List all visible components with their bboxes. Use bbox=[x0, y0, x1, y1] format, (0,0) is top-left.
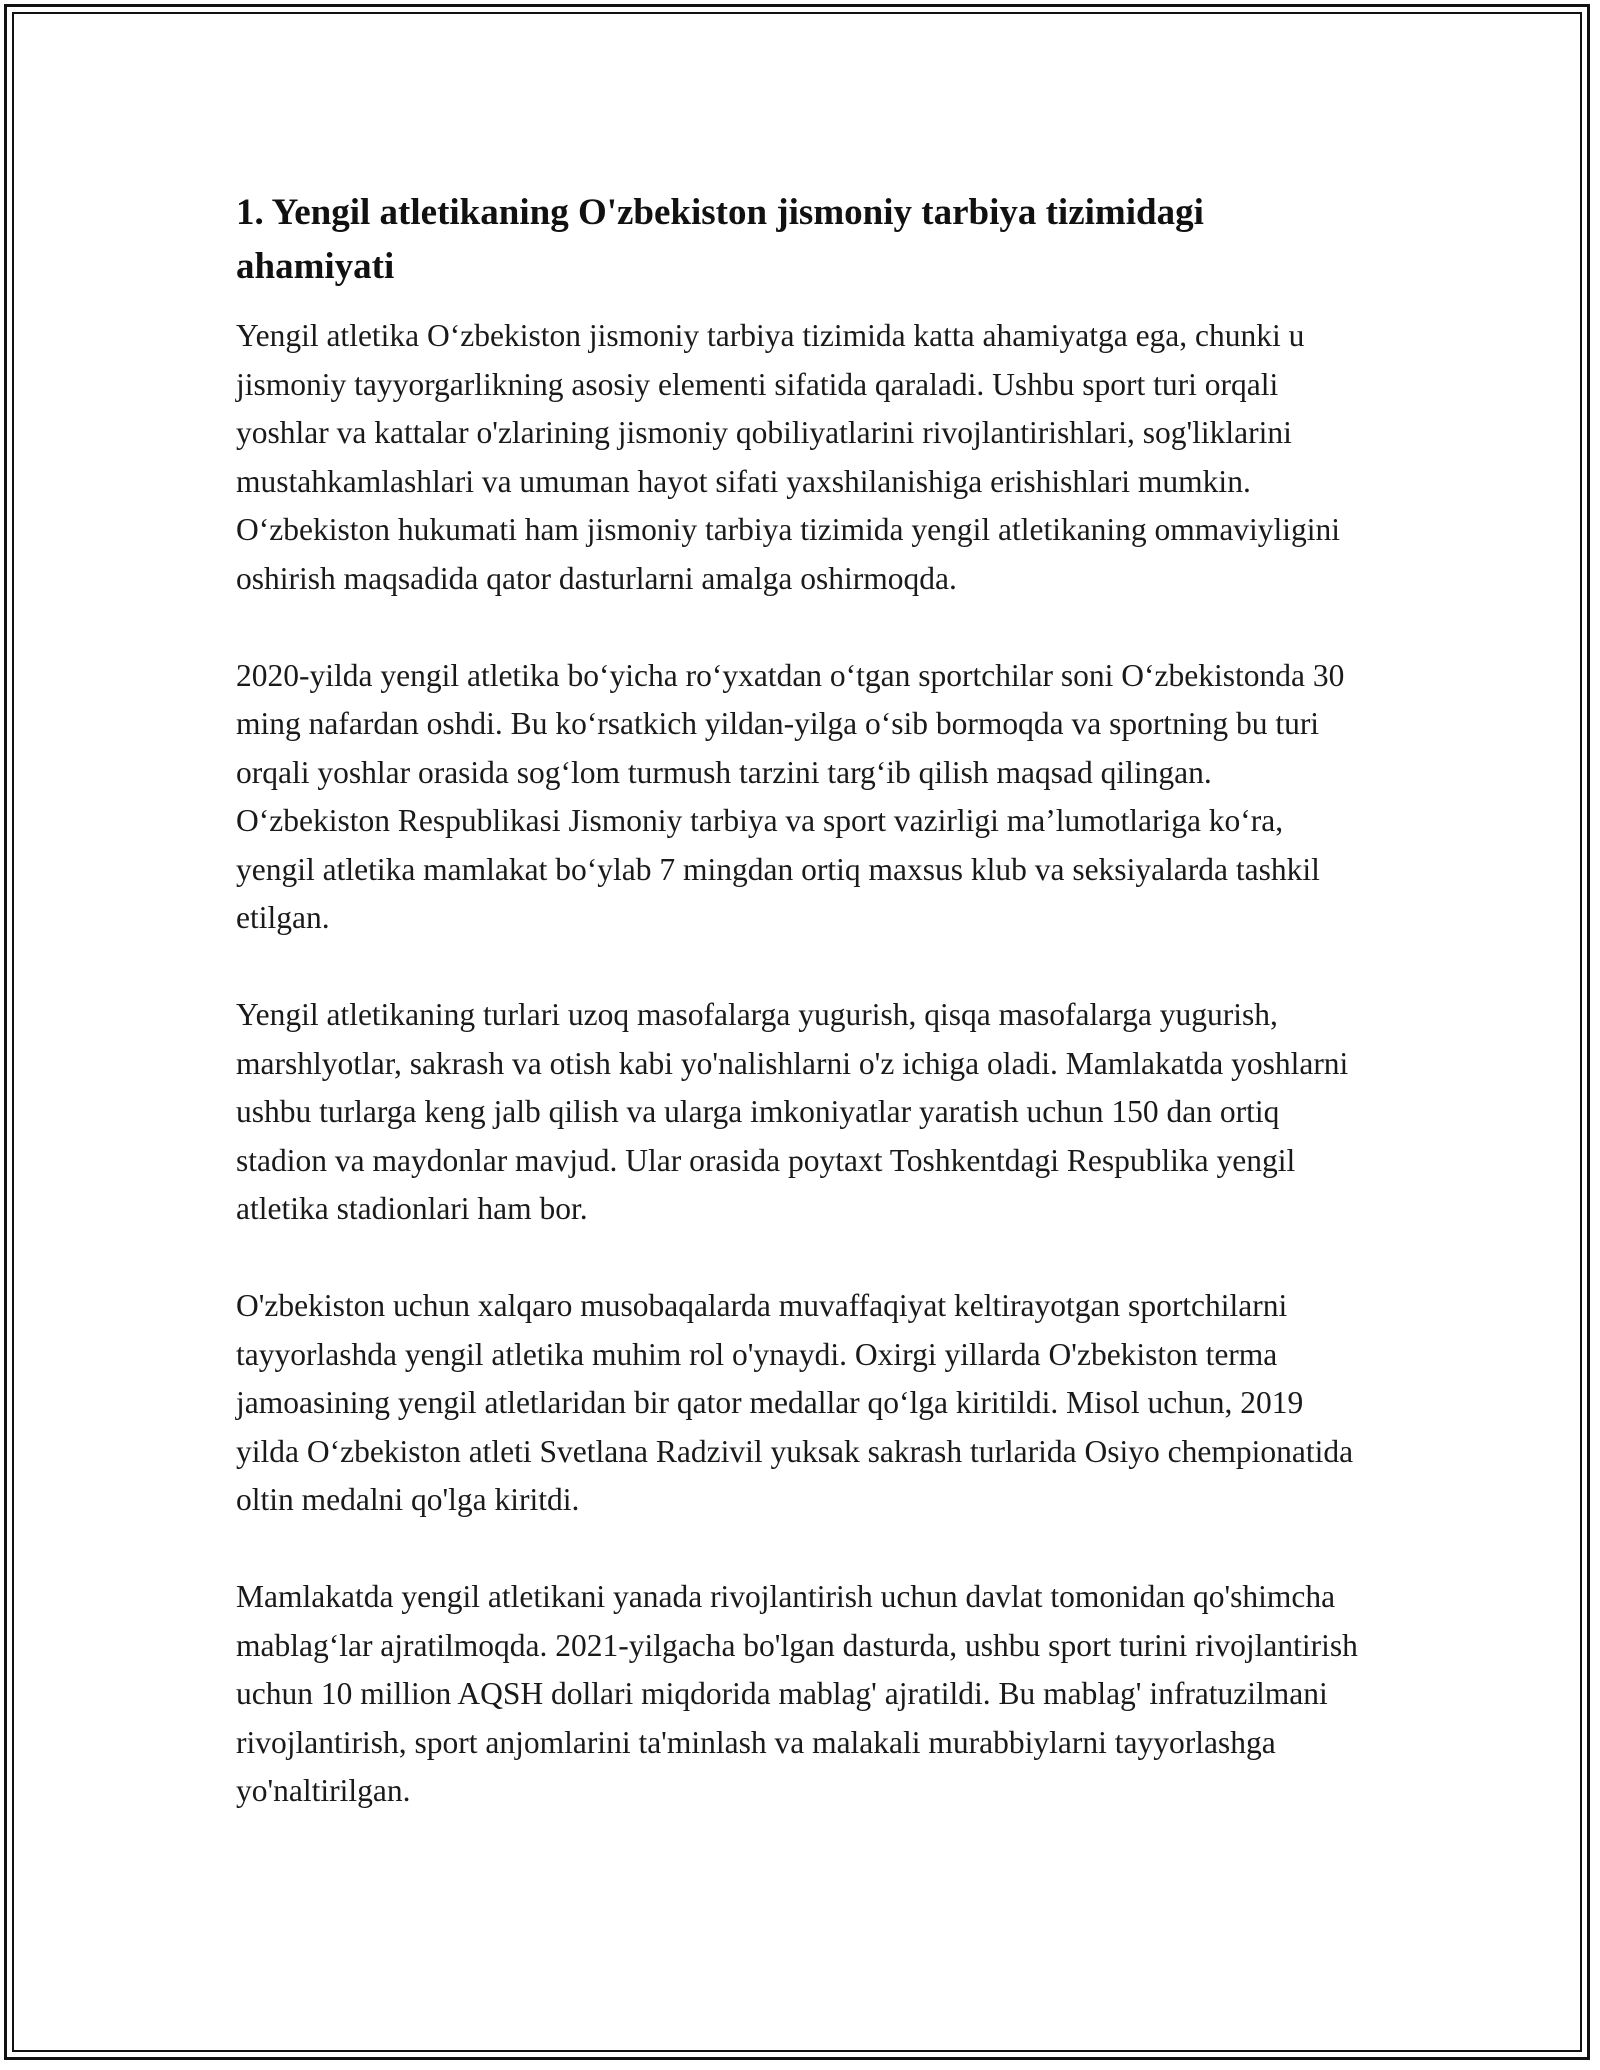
paragraph-2: 2020-yilda yengil atletika bo‘yicha ro‘yxatdan o‘tgan sportchilar soni O‘zbekistonda 30 ming nafardan oshdi. Bu ko‘rsatkich yildan-yilga o‘sib bormoqda va sportning bu turi orqali yoshlar orasida sog‘lom turmush tarzini targ‘ib qilish maqsad qilingan. O‘zbekiston Respublikasi Jismoniy tarbiya va sport vazirligi ma’lumotlariga ko‘ra, yengil atletika mamlakat bo‘ylab 7 mingdan ortiq maxsus klub va seksiyalarda tashkil etilgan. bbox=[236, 657, 1345, 935]
section-heading: 1. Yengil atletikaning O'zbekiston jismoniy tarbiya tizimidagi ahamiyati bbox=[236, 192, 1204, 287]
paragraph-5: Mamlakatda yengil atletikani yanada rivojlantirish uchun davlat tomonidan qo'shimcha mablag‘lar ajratilmoqda. 2021-yilgacha bo'lgan dasturda, ushbu sport turini rivojlantirish uchun 10 million AQSH dollari miqdorida mablag' ajratildi. Bu mablag' infratuzilmani rivojlantirish, sport anjomlarini ta'minlash va malakali murabbiylarni tayyorlashga yo'naltirilgan. bbox=[236, 1579, 1358, 1808]
document-body bbox=[236, 186, 1366, 1864]
paragraph-3: Yengil atletikaning turlari uzoq masofalarga yugurish, qisqa masofalarga yugurish, marshlyotlar, sakrash va otish kabi yo'nalishlarni o'z ichiga oladi. Mamlakatda yoshlarni ushbu turlarga keng jalb qilish va ularga imkoniyatlar yaratish uchun 150 dan ortiq stadion va maydonlar mavjud. Ular orasida poytaxt Toshkentdagi Respublika yengil atletika stadionlari ham bor. bbox=[236, 997, 1349, 1226]
paragraph-1: Yengil atletika O‘zbekiston jismoniy tarbiya tizimida katta ahamiyatga ega, chunki u jismoniy tayyorgarlikning asosiy elementi sifatida qaraladi. Ushbu sport turi orqali yoshlar va kattalar o'zlarining jismoniy qobiliyatlarini rivojlantirishlari, sog'liklarini mustahkamlashlari va umuman hayot sifati yaxshilanishiga erishishlari mumkin. O‘zbekiston hukumati ham jismoniy tarbiya tizimida yengil atletikaning ommaviyligini oshirish maqsadida qator dasturlarni amalga oshirmoqda. bbox=[236, 318, 1341, 596]
paragraph-4: O'zbekiston uchun xalqaro musobaqalarda muvaffaqiyat keltirayotgan sportchilarni tayyorlashda yengil atletika muhim rol o'ynaydi. Oxirgi yillarda O'zbekiston terma jamoasining yengil atletlaridan bir qator medallar qo‘lga kiritildi. Misol uchun, 2019 yilda O‘zbekiston atleti Svetlana Radzivil yuksak sakrash turlarida Osiyo chempionatida oltin medalni qo'lga kiritdi. bbox=[236, 1288, 1354, 1517]
